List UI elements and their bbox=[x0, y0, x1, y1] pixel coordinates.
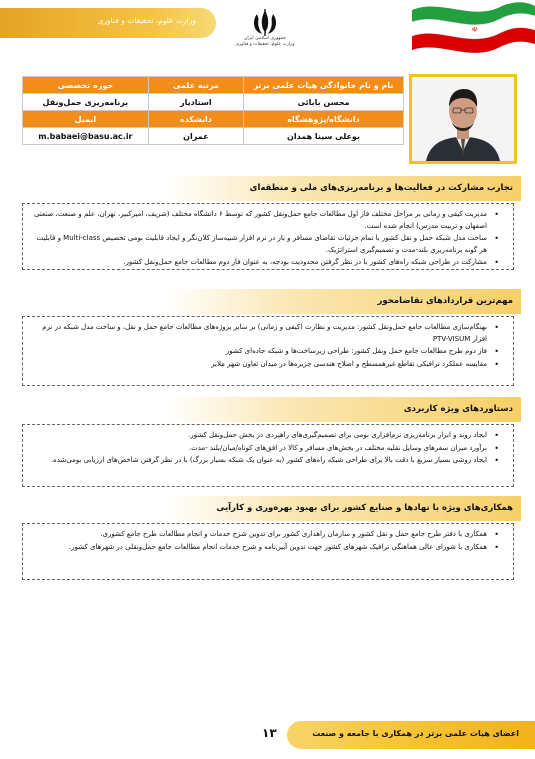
section-list bbox=[33, 322, 501, 370]
emblem-caption bbox=[232, 36, 298, 48]
section-box-achievements bbox=[22, 424, 514, 487]
section-box-contracts bbox=[22, 316, 514, 386]
section-box-national-activities bbox=[22, 203, 514, 270]
name-label: نام و نام خانوادگی هیات علمی برتر bbox=[243, 77, 403, 94]
ministry-name: وزارت علوم، تحقیقات و فناوری bbox=[97, 16, 196, 25]
ministry-band bbox=[0, 8, 216, 38]
section-list bbox=[33, 430, 501, 467]
list-item: • ایجاد روند و ابزار برنامه‌ریزی نرم‌افزاری بومی برای تصمیم‌گیری‌های راهبردی در بخش حمل‌ونقل کشور. bbox=[33, 430, 501, 442]
list-item: • همکاری با شورای عالی هماهنگی ترافیک شهرهای کشور جهت تدوین آیین‌نامه و شرح خدمات انجام مطالعات جامع حمل‌ونقلی در شهرهای کشور. bbox=[33, 542, 501, 554]
section-box-collaborations bbox=[22, 523, 514, 580]
email-value[interactable]: m.babaei@basu.ac.ir bbox=[23, 128, 149, 145]
faculty-value: عمران bbox=[148, 128, 243, 145]
section-title-contracts: مهم‌ترین قراردادهای تقاضامحور bbox=[166, 289, 521, 314]
list-item: • مقایسه عملکرد ترافیکی تقاطع غیرهمسطح و اصلاح هندسی جزیره‌ها در میدان تعاون شهر ملایر bbox=[33, 359, 501, 371]
faculty-label: دانشکده bbox=[148, 111, 243, 128]
section-title-achievements: دستاوردهای ویژه کاربردی bbox=[166, 397, 521, 422]
field-value: برنامه‌ریزی حمل‌ونقل bbox=[23, 94, 149, 111]
field-label: حوزه تخصصی bbox=[23, 77, 149, 94]
emblem-caption-line: جمهوری اسلامی ایران bbox=[244, 36, 286, 41]
rank-label: مرتبه علمی bbox=[148, 77, 243, 94]
section-title-collaborations: همکاری‌های ویژه با نهادها و صنایع کشور برای بهبود بهره‌وری و کارآیی bbox=[166, 496, 521, 521]
name-value: محسن بابائی bbox=[243, 94, 403, 111]
page-number: ۱۳ bbox=[262, 726, 277, 740]
list-item: • همکاری با دفتر طرح جامع حمل و نقل کشور و سازمان راهداری کشور برای تدوین شرح خدمات و انجام مطالعات طرح جامع کشوری. bbox=[33, 529, 501, 541]
list-item: • مشارکت در طراحی شبکه راه‌های کشور با در نظر گرفتن محدودیت بودجه، به عنوان فاز دوم مطالعات جامع حمل‌ونقل کشور. bbox=[33, 257, 501, 269]
profile-photo bbox=[409, 74, 517, 164]
emblem-caption-line: وزارت علوم، تحقیقات و فناوری bbox=[235, 42, 295, 47]
svg-text:☫: ☫ bbox=[471, 25, 479, 34]
footer-title: اعضای هیات علمی برتر در همکاری با جامعه و صنعت bbox=[312, 729, 519, 738]
email-label: ایمیل bbox=[23, 111, 149, 128]
profile-info-table bbox=[22, 76, 404, 145]
section-list bbox=[33, 529, 501, 553]
list-item: • ساخت مدل شبکه حمل و نقل کشور با تمام جزئیات تقاضای مسافر و بار در نرم افزار شبیه‌ساز کلان‌نگر و ایجاد قابلیت بومی تخصیص Multi-class و قابلیت هر گونه برنامه‌ریزی بلند-مدت و تصمیم‌گیری استراتژیک. bbox=[33, 233, 501, 256]
section-list bbox=[33, 209, 501, 269]
section-title-national-activities: تجارب مشارکت در فعالیت‌ها و برنامه‌ریزی‌های ملی و منطقه‌ای bbox=[166, 176, 521, 201]
list-item: • ایجاد روشی بسیار سریع با دقت بالا برای طراحی شبکه راه‌های کشور (به عنوان یک شبکه بسیار بزرگ) با در نظر گرفتن شاخص‌های ارزیابی بومی‌شده. bbox=[33, 455, 501, 467]
university-label: دانشگاه/پژوهشگاه bbox=[243, 111, 403, 128]
list-item: • برآورد میزان سفرهای وسایل نقلیه مختلف در بخش‌های مسافر و کالا در افق‌های کوتاه/میان/بلند -مدت. bbox=[33, 443, 501, 455]
person-portrait-icon bbox=[412, 77, 514, 161]
list-item: • بهنگام‌سازی مطالعات جامع حمل‌ونقل کشور: مدیریت و نظارت (کیفی و زمانی) بر سایر پروژه‌های مطالعات جامع حمل و نقل، و ساخت مدل شبکه در نرم افزار PTV-VISUM bbox=[33, 322, 501, 345]
list-item: • فاز دوم طرح مطالعات جامع حمل ونقل کشور: طراحی زیرساخت‌ها و شبکه جاده‌ای کشور bbox=[33, 346, 501, 358]
iran-flag-icon bbox=[412, 0, 535, 62]
rank-value: استادیار bbox=[148, 94, 243, 111]
footer-band bbox=[287, 721, 535, 749]
university-value: بوعلی سینا همدان bbox=[243, 128, 403, 145]
list-item: • مدیریت کیفی و زمانی بر مراحل مختلف فاز اول مطالعات جامع حمل‌ونقل کشور که توسط ۶ دانشگاه مختلف (شریف، امیرکبیر، تهران، علم و صنعت، صنعتی اصفهان و تربیت مدرس) انجام شده است. bbox=[33, 209, 501, 232]
